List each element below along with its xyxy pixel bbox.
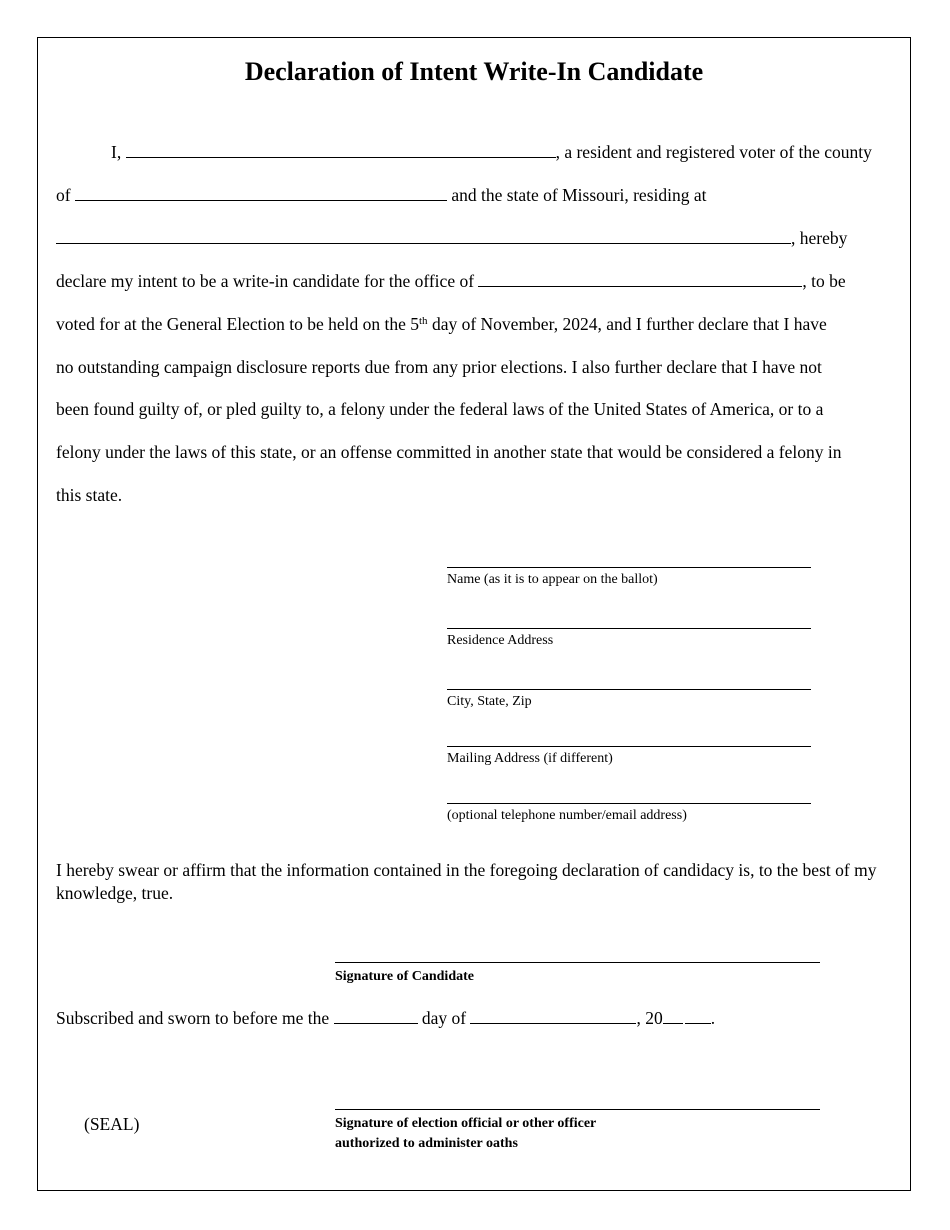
declaration-line-5 [56,312,827,336]
year-blank-1[interactable] [663,1007,683,1024]
contact-field[interactable] [447,803,811,825]
declaration-text: , hereby [791,228,848,248]
declaration-text: of [56,185,75,205]
declaration-line-4 [56,269,846,293]
declaration-text: declare my intent to be a write-in candidate for the office of [56,271,479,291]
sworn-statement [56,1006,715,1030]
year-blank-2[interactable] [685,1007,711,1024]
declaration-line-3 [56,226,847,250]
county-blank[interactable] [75,184,447,201]
field-label: (optional telephone number/email address) [447,808,687,823]
mailing-address-field[interactable] [447,746,811,768]
declaration-line-9: this state. [56,485,123,505]
declaration-text: voted for at the General Election to be held on the 5 [56,314,419,334]
sworn-text: , 20 [636,1008,663,1028]
sworn-text: Subscribed and sworn to before me the [56,1008,334,1028]
declaration-text: , a resident and registered voter of the county [555,142,872,162]
declaration-line-2 [56,183,707,207]
official-signature-label-line-2: authorized to administer oaths [335,1136,518,1151]
field-line [447,567,811,568]
seal-label: (SEAL) [84,1114,140,1134]
official-signature-field[interactable] [335,1109,820,1154]
residence-address-field[interactable] [447,628,811,650]
declaration-text: , to be [802,271,846,291]
declaration-text: I, [111,142,126,162]
field-label: Residence Address [447,633,554,648]
field-line [447,689,811,690]
signature-label: Signature of Candidate [335,969,474,984]
field-label: Mailing Address (if different) [447,751,613,766]
sworn-text: . [710,1008,716,1028]
field-label: City, State, Zip [447,694,532,709]
month-blank[interactable] [470,1007,636,1024]
residing-at-blank[interactable] [56,227,791,244]
official-signature-label [335,1114,820,1154]
declaration-line-1 [111,140,872,164]
declaration-text: and the state of Missouri, residing at [446,185,707,205]
field-line [447,746,811,747]
candidate-signature-field[interactable] [335,962,820,987]
city-state-zip-field[interactable] [447,689,811,711]
ordinal-suffix: th [419,315,428,327]
day-number-blank[interactable] [334,1007,418,1024]
field-line [447,628,811,629]
declaration-line-7: been found guilty of, or pled guilty to, a felony under the federal laws of the United States of America, or to a [56,399,824,419]
official-signature-label-line-1: Signature of election official or other officer [335,1116,597,1131]
affirmation-text: I hereby swear or affirm that the information contained in the foregoing declaration of candidacy is, to the best of my knowledge, true. [56,860,877,903]
field-line [447,803,811,804]
name-on-ballot-field[interactable] [447,567,811,589]
candidate-name-blank[interactable] [126,141,556,158]
declaration-line-6: no outstanding campaign disclosure reports due from any prior elections. I also further declare that I have not [56,357,822,377]
sworn-text: day of [417,1008,471,1028]
signature-line [335,962,820,963]
document-title: Declaration of Intent Write-In Candidate [244,57,704,86]
field-label: Name (as it is to appear on the ballot) [447,572,658,587]
declaration-text: day of November, 2024, and I further declare that I have [427,314,827,334]
declaration-line-8: felony under the laws of this state, or an offense committed in another state that would be considered a felony in [56,442,842,462]
signature-line [335,1109,820,1110]
office-blank[interactable] [478,270,802,287]
